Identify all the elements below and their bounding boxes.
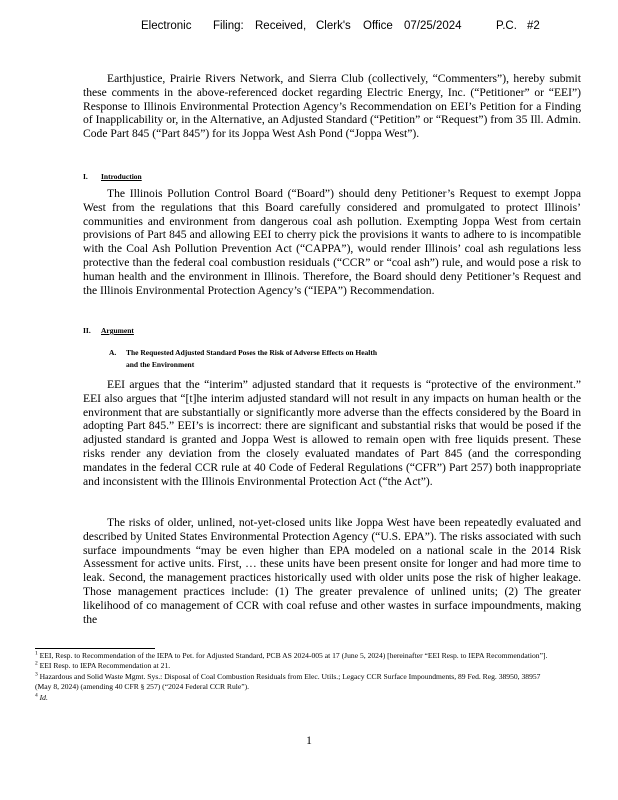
footnote-1: $^1$ EEI, Resp. to Recommendation of the IEPA to Pet. for Adjusted Standard, PCB AS 2024-005 at 17 (June 5, 2024) [hereinafter “EEI Resp. to IEPA Recommendation”]. — [35, 650, 548, 660]
argument-paragraph: EEI argues that the “interim” adjusted standard that it requests is “protective of the environment.” EEI also argues that “[t]he interim adjusted standard will not result in any impacts on human health or the environment that are substantially or significantly more adverse than the effects considered by the Board in adopting Part 845.” EEI’s is incorrect: there are significant and substantial risks that would be posed if the adjusted standard is granted and Joppa West is allowed to remain open with free liquids present. These risks render any deviation from the closely evaluated mandates of Part 845 (and the corresponding mandates in the federal CCR rule at 40 Code of Federal Regulations (“CFR”) Part 257) both inappropriate and inconsistent with the Illinois Environmental Protection Act (“the Act”). — [83, 378, 581, 488]
header-electronic: Electronic — [141, 20, 192, 32]
footnotes — [35, 651, 555, 703]
risks-paragraph: The risks of older, unlined, not-yet-closed units like Joppa West have been repeatedly evaluated and described by United States Environmental Protection Agency (“U.S. EPA”). The risks associated with such surface impoundments “may be even higher than EPA modeled on a national scale in the 2014 Risk Assessment for active units. First, … these units have been present onsite for longer and had more time to leak. Second, the management practices historically used with older units pose the risk of higher leakage. Those management practices include: (1) The greater prevalence of unlined units; (2) The greater likelihood of co management of CCR with coal refuse and other wastes in surface impoundments, making the — [83, 516, 581, 626]
section-number: II. — [83, 326, 91, 335]
footnote-3: $^3$ Hazardous and Solid Waste Mgmt. Sys.: Disposal of Coal Combustion Residuals from Elec. Utils.; Legacy CCR Surface Impoundments, 89 Fed. Reg. 38950, 38957 (May 8, 2024) (amending 40 CFR § 257) (“2024 Federal CCR Rule”). — [35, 671, 541, 692]
header-clerks: Clerk's — [316, 20, 351, 32]
intro-block — [83, 72, 581, 141]
header-office: Office — [363, 20, 393, 32]
subsection-title-line2: and the Environment — [126, 360, 195, 369]
introduction-paragraph: The Illinois Pollution Control Board (“Board”) should deny Petitioner’s Request to exempt Joppa West from the regulations that this Board carefully considered and promulgated to protect Illinois’ communities and environment from dangerous coal ash pollution. Exempting Joppa West from certain provisions of Part 845 and allowing EEI to cherry pick the provisions it wants to adhere to is incompatible with the Coal Ash Pollution Prevention Act (“CAPPA”), would render Illinois’ coal ash regulations less protective than the federal coal combustion residuals (“CCR” or “coal ash”) rule, and would pose a risk to human health and the environment in Illinois. Therefore, the Board should deny Petitioner’s Request and the Illinois Environmental Protection Agency’s (“IEPA”) Recommendation. — [83, 187, 581, 297]
subsection-letter: A. — [109, 348, 117, 357]
header-pc: P.C. — [496, 20, 517, 32]
risks-block — [83, 516, 581, 626]
section-title: Introduction — [101, 172, 142, 181]
footnote-4: $^4$ Id. — [35, 692, 48, 702]
intro-paragraph: Earthjustice, Prairie Rivers Network, and Sierra Club (collectively, “Commenters”), hereby submit these comments in the above-referenced docket regarding Electric Energy, Inc. (“Petitioner” or “EEI”) Response to Illinois Environmental Protection Agency’s Recommendation on EEI’s Petition for a Finding of Inapplicability or, in the Alternative, an Adjusted Standard (“Petition” or “Request”) from 35 Ill. Admin. Code Part 845 (“Part 845”) for its Joppa West Ash Pond (“Joppa West”). — [83, 72, 581, 141]
header-pc-number: #2 — [527, 20, 540, 32]
argument-block — [83, 378, 581, 488]
footnote-separator — [35, 648, 155, 649]
header-date: 07/25/2024 — [404, 20, 462, 32]
footnote-2: $^2$ EEI Resp. to IEPA Recommendation at 21. — [35, 660, 171, 671]
header-filing: Filing: — [213, 20, 244, 32]
page-number: 1 — [306, 735, 312, 747]
subsection-title-line1: The Requested Adjusted Standard Poses the Risk of Adverse Effects on Health — [126, 348, 378, 357]
header-received: Received, — [255, 20, 307, 32]
section-title: Argument — [101, 326, 134, 335]
introduction-block — [83, 187, 581, 297]
section-number: I. — [83, 172, 88, 181]
